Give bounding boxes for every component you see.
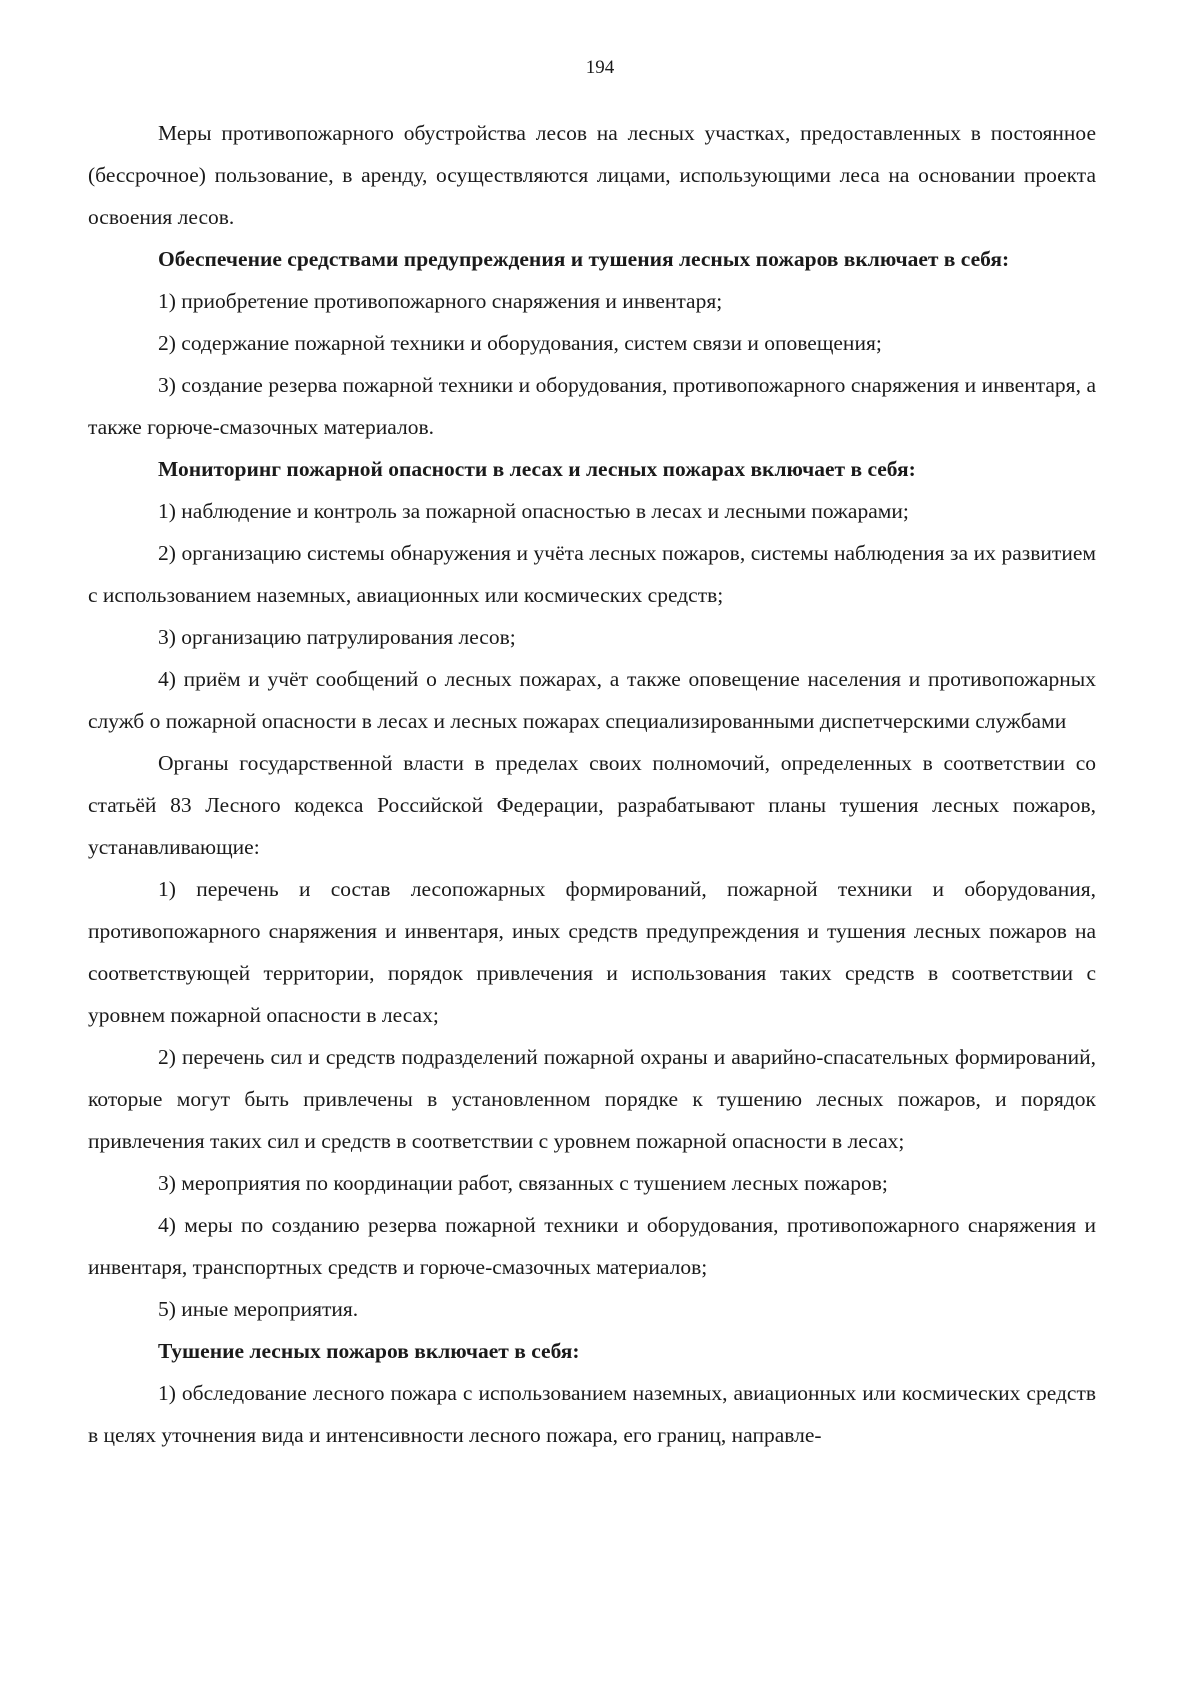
- list-item-coordination: 3) мероприятия по координации работ, связанных с тушением лесных пожаров;: [158, 1171, 888, 1195]
- list-item-other-measures: 5) иные мероприятия.: [158, 1297, 359, 1321]
- list-item-observation-control: 1) наблюдение и контроль за пожарной опасностью в лесах и лесными пожарами;: [158, 499, 909, 523]
- document-body: [88, 112, 1096, 1456]
- heading-fire-monitoring: Мониторинг пожарной опасности в лесах и лесных пожарах включает в себя:: [158, 457, 916, 481]
- heading-fire-suppression: Тушение лесных пожаров включает в себя:: [158, 1339, 580, 1363]
- list-item-reports-notification: 4) приём и учёт сообщений о лесных пожарах, а также оповещение населения и противопожарных служб о пожарной опасности в лесах и лесных пожарах специализированными диспетчерскими службами: [88, 667, 1096, 733]
- list-item-equipment-purchase: 1) приобретение противопожарного снаряжения и инвентаря;: [158, 289, 723, 313]
- list-item-equipment-reserve: 3) создание резерва пожарной техники и оборудования, противопожарного снаряжения и инвентаря, а также горюче-смазочных материалов.: [88, 373, 1096, 439]
- heading-fire-prevention-means: Обеспечение средствами предупреждения и тушения лесных пожаров включает в себя:: [158, 247, 1010, 271]
- paragraph-fire-arrangement-measures: Меры противопожарного обустройства лесов на лесных участках, предоставленных в постоянное (бессрочное) пользование, в аренду, осуществляются лицами, использующими леса на основании проекта освоения лесов.: [88, 121, 1096, 229]
- list-item-formations-list: 1) перечень и состав лесопожарных формирований, пожарной техники и оборудования, противопожарного снаряжения и инвентаря, иных средств предупреждения и тушения лесных пожаров на соответствующей территории, порядок привлечения и использования таких средств в соответствии с уровнем пожарной опасности в лесах;: [88, 877, 1096, 1027]
- list-item-fire-survey: 1) обследование лесного пожара с использованием наземных, авиационных или космических средств в целях уточнения вида и интенсивности лесного пожара, его границ, направле-: [88, 1381, 1096, 1447]
- list-item-equipment-maintenance: 2) содержание пожарной техники и оборудования, систем связи и оповещения;: [158, 331, 882, 355]
- paragraph-government-plans: Органы государственной власти в пределах своих полномочий, определенных в соответствии со статьёй 83 Лесного кодекса Российской Федерации, разрабатывают планы тушения лесных пожаров, устанавливающие:: [88, 751, 1096, 859]
- list-item-patrolling: 3) организацию патрулирования лесов;: [158, 625, 516, 649]
- list-item-detection-system: 2) организацию системы обнаружения и учёта лесных пожаров, системы наблюдения за их развитием с использованием наземных, авиационных или космических средств;: [88, 541, 1096, 607]
- list-item-reserve-measures: 4) меры по созданию резерва пожарной техники и оборудования, противопожарного снаряжения и инвентаря, транспортных средств и горюче-смазочных материалов;: [88, 1213, 1096, 1279]
- page-number: 194: [585, 57, 615, 78]
- list-item-forces-list: 2) перечень сил и средств подразделений пожарной охраны и аварийно-спасательных формирований, которые могут быть привлечены в установленном порядке к тушению лесных пожаров, и порядок привлечения таких сил и средств в соответствии с уровнем пожарной опасности в лесах;: [88, 1045, 1096, 1153]
